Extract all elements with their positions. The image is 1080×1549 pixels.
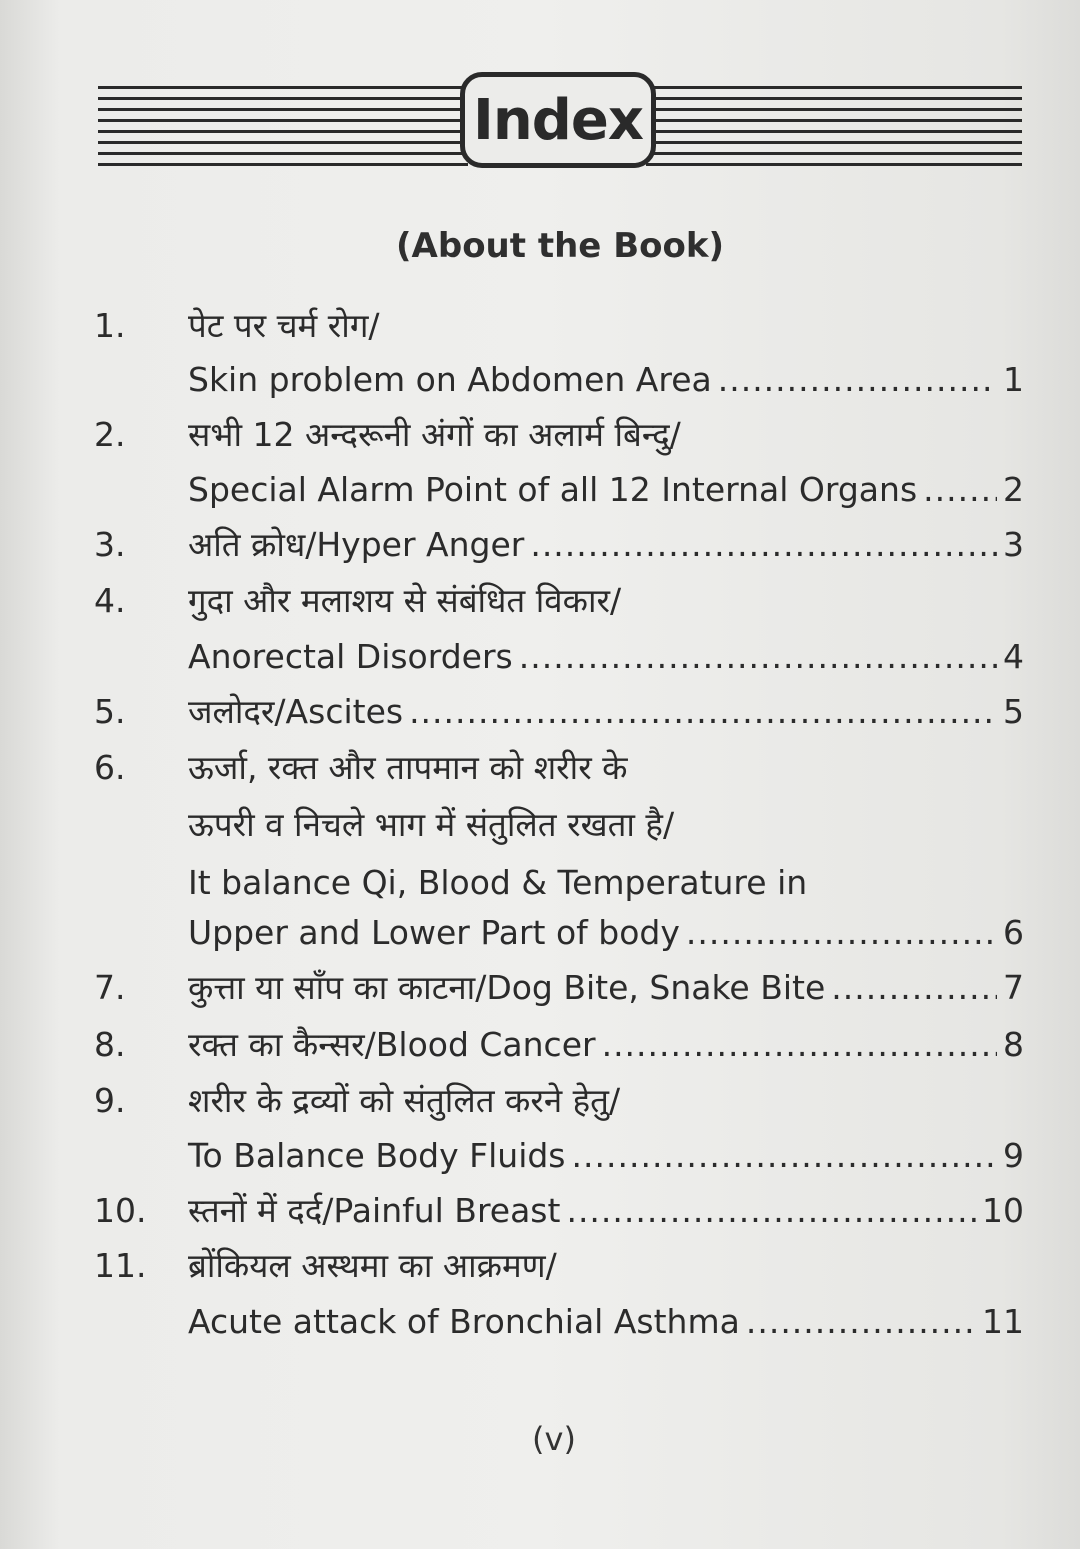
entry-label: To Balance Body Fluids bbox=[188, 1136, 566, 1175]
entry-label: Special Alarm Point of all 12 Internal Organs bbox=[188, 470, 918, 509]
toc-entry-6-title-line[interactable] bbox=[0, 910, 1080, 956]
entry-hindi-line: ऊपरी व निचले भाग में संतुलित रखता है/ bbox=[188, 805, 675, 844]
toc-entry-1-title-line[interactable] bbox=[0, 357, 1080, 403]
leader-dots bbox=[923, 467, 997, 513]
page-number-footer: (v) bbox=[532, 1420, 576, 1458]
index-header bbox=[98, 72, 1022, 172]
toc-entry-3[interactable] bbox=[0, 522, 1080, 568]
entry-label: Upper and Lower Part of body bbox=[188, 913, 680, 952]
leader-dots bbox=[831, 965, 997, 1011]
entry-number: 2. bbox=[94, 415, 126, 454]
entry-hindi-line: पेट पर चर्म रोग/ bbox=[188, 306, 380, 345]
entry-number: 5. bbox=[94, 692, 126, 731]
entry-hindi-line: ऊर्जा, रक्त और तापमान को शरीर के bbox=[188, 748, 628, 787]
leader-dots bbox=[519, 634, 997, 680]
toc-entry-8[interactable] bbox=[0, 1022, 1080, 1068]
toc-entry-2-title-line[interactable] bbox=[0, 467, 1080, 513]
leader-dots bbox=[530, 522, 997, 568]
entry-page-number: 7 bbox=[1003, 968, 1024, 1007]
leader-dots bbox=[409, 689, 997, 735]
subtitle: (About the Book) bbox=[396, 226, 724, 266]
toc-entry-5[interactable] bbox=[0, 689, 1080, 735]
leader-dots bbox=[602, 1022, 997, 1068]
entry-number: 7. bbox=[94, 968, 126, 1007]
toc-entry-4-title-line[interactable] bbox=[0, 634, 1080, 680]
header-rule-right bbox=[646, 86, 1022, 170]
entry-number: 3. bbox=[94, 525, 126, 564]
entry-page-number: 8 bbox=[1003, 1025, 1024, 1064]
entry-label: Anorectal Disorders bbox=[188, 637, 513, 676]
entry-page-number: 3 bbox=[1003, 525, 1024, 564]
leader-dots bbox=[686, 910, 997, 956]
entry-number: 1. bbox=[94, 306, 126, 345]
entry-label: रक्त का कैन्सर/Blood Cancer bbox=[188, 1025, 596, 1064]
entry-page-number: 11 bbox=[982, 1302, 1024, 1341]
page-title: Index bbox=[473, 87, 643, 153]
index-title-box bbox=[460, 72, 656, 168]
entry-label: Acute attack of Bronchial Asthma bbox=[188, 1302, 740, 1341]
header-rule-left bbox=[98, 86, 468, 170]
entry-number: 10. bbox=[94, 1191, 147, 1230]
entry-label: कुत्ता या साँप का काटना/Dog Bite, Snake Bite bbox=[188, 968, 826, 1007]
entry-label: Skin problem on Abdomen Area bbox=[188, 360, 712, 399]
entry-number: 6. bbox=[94, 748, 126, 787]
entry-page-number: 9 bbox=[1003, 1136, 1024, 1175]
entry-label: स्तनों में दर्द/Painful Breast bbox=[188, 1191, 561, 1230]
entry-english-line: It balance Qi, Blood & Temperature in bbox=[188, 863, 808, 902]
entry-page-number: 6 bbox=[1003, 913, 1024, 952]
entry-page-number: 10 bbox=[982, 1191, 1024, 1230]
entry-hindi-line: शरीर के द्रव्यों को संतुलित करने हेतु/ bbox=[188, 1081, 621, 1120]
entry-label: अति क्रोध/Hyper Anger bbox=[188, 525, 525, 564]
entry-hindi-line: गुदा और मलाशय से संबंधित विकार/ bbox=[188, 581, 622, 620]
entry-number: 9. bbox=[94, 1081, 126, 1120]
toc-entry-7[interactable] bbox=[0, 965, 1080, 1011]
leader-dots bbox=[566, 1188, 976, 1234]
toc-entry-11-title-line[interactable] bbox=[0, 1299, 1080, 1345]
entry-hindi-line: सभी 12 अन्दरूनी अंगों का अलार्म बिन्दु/ bbox=[188, 415, 681, 454]
entry-page-number: 1 bbox=[1003, 360, 1024, 399]
entry-number: 4. bbox=[94, 581, 126, 620]
toc-entry-10[interactable] bbox=[0, 1188, 1080, 1234]
leader-dots bbox=[572, 1133, 997, 1179]
leader-dots bbox=[718, 357, 997, 403]
entry-label: जलोदर/Ascites bbox=[188, 692, 404, 731]
toc-entry-9-title-line[interactable] bbox=[0, 1133, 1080, 1179]
entry-page-number: 2 bbox=[1003, 470, 1024, 509]
entry-number: 11. bbox=[94, 1246, 147, 1285]
entry-hindi-line: ब्रोंकियल अस्थमा का आक्रमण/ bbox=[188, 1246, 557, 1285]
leader-dots bbox=[746, 1299, 976, 1345]
entry-page-number: 5 bbox=[1003, 692, 1024, 731]
entry-page-number: 4 bbox=[1003, 637, 1024, 676]
entry-number: 8. bbox=[94, 1025, 126, 1064]
